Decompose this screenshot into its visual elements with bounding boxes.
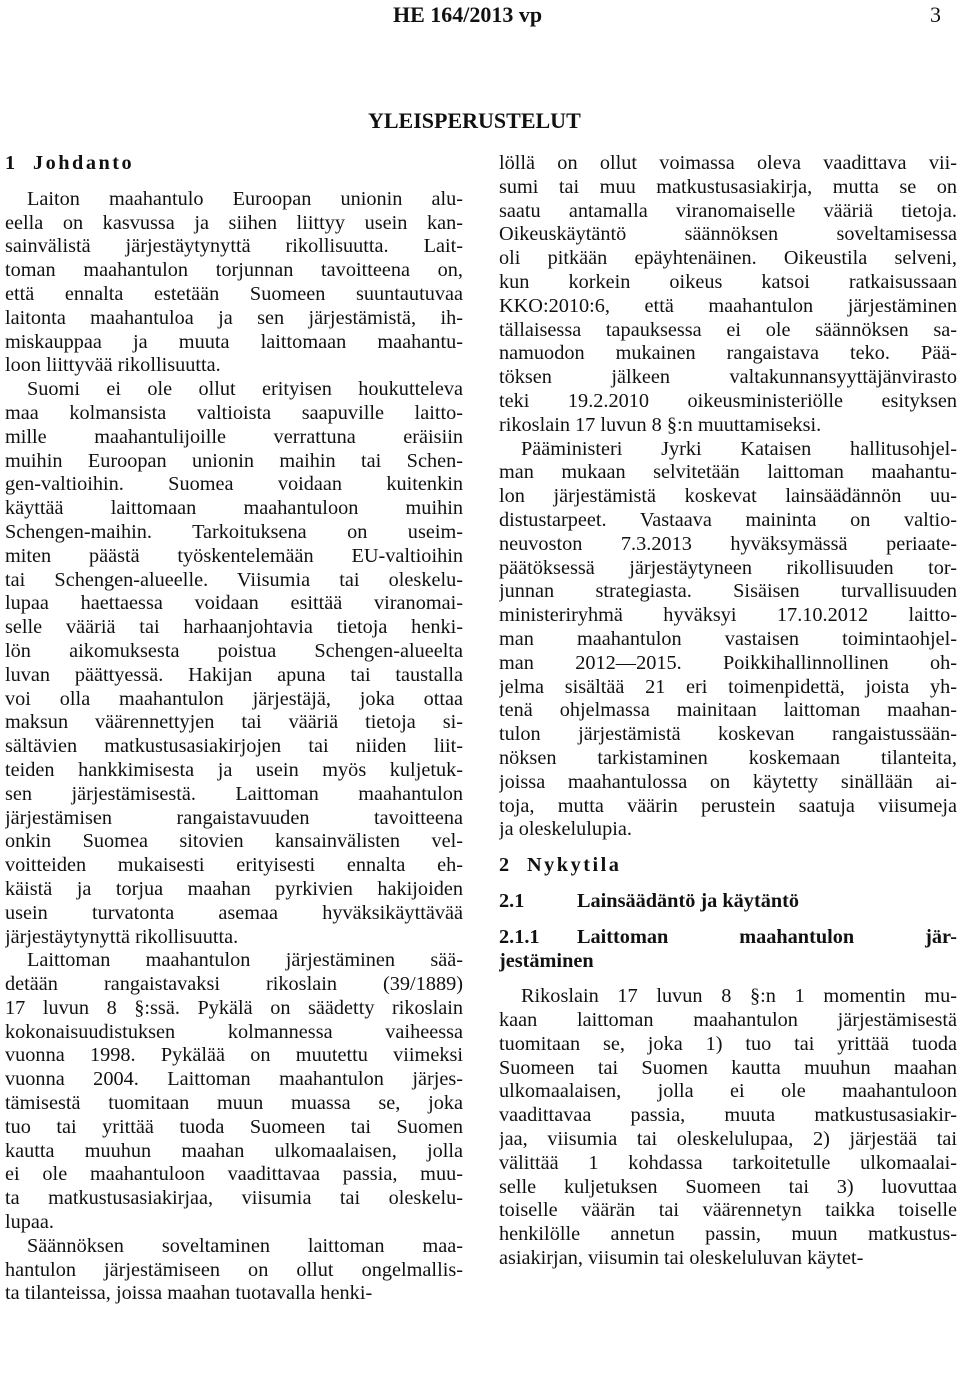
text-line: junnan strategiasta. Sisäisen turvallisuuden [499,580,957,603]
text-line: nöksen tarkistaminen koskemaan tilanteita, [499,746,957,769]
left-column [5,152,463,1306]
text-line: kun korkein oikeus katsoi ratkaisussaan [499,270,957,293]
text-line: namuodon mukainen rangaistava teko. Pää- [499,342,957,365]
text-line: man 2012—2015. Poikkihallinnollinen oh- [499,651,957,674]
text-line: ja oleskelulupia. [499,818,632,841]
text-line: ta matkustusasiakirjaa, viisumia tai oleskelu- [5,1187,463,1210]
text-line: sumi tai muu matkustusasiakirja, mutta se on [499,175,957,198]
text-line: miskauppaa ja muuta laittomaan maahantu- [5,330,463,353]
text-line: man maahantulon vastaisen toimintaohjel- [499,627,957,650]
text-line: toiselle väärän tai väärennetyn taikka toiselle [499,1199,957,1222]
text-line: löllä on ollut voimassa oleva vaadittava vii- [499,152,957,174]
text-line: teki 19.2.2010 oikeusministeriölle esityksen [499,389,957,412]
section-title: YLEISPERUSTELUT [368,108,581,133]
text-line: rikoslain 17 luvun 8 §:n muuttamiseksi. [499,413,822,436]
text-line: Schengen-maihin. Tarkoituksena on useim- [5,520,463,543]
heading-johdanto: 1 Johdanto [5,152,135,174]
text-line: Säännöksen soveltaminen laittoman maa- [27,1234,463,1257]
right-paragraphs-a [499,152,957,842]
text-line: mille maahantulijoille verrattuna eräisiin [5,425,463,448]
text-line: lon järjestämistä koskevat lainsäädännön uu- [499,485,957,508]
text-line: distustarpeet. Vastaava maininta on valtio- [499,508,957,531]
text-line: muihin Euroopan unionin maihin tai Schen- [5,449,463,472]
text-line: voi olla maahantulon järjestäjä, joka ottaa [5,687,463,710]
text-line: vuonna 2004. Laittoman maahantulon järjes- [5,1068,463,1091]
text-line: tenä ohjelmassa mainitaan laittoman maahan- [499,699,957,722]
left-paragraphs [5,188,463,1306]
text-line: ei ole maahantuloon vaadittavaa passia, muu- [5,1163,463,1186]
text-line: Pääministeri Jyrki Kataisen hallitusohjel- [521,437,957,460]
text-line: ministeriryhmä hyväksyi 17.10.2012 laitto- [499,604,957,627]
text-line: asiakirjan, viisumin tai oleskeluluvan käytet- [499,1247,864,1270]
text-line: sältävien matkustusasiakirjojen tai niiden liit- [5,735,463,758]
document-id: HE 164/2013 vp [393,2,543,27]
text-line: hantulon järjestämiseen on ollut ongelmallis- [5,1258,463,1281]
text-line: Rikoslain 17 luvun 8 §:n 1 momentin mu- [521,985,957,1008]
text-line: tai Schengen-alueelle. Viisumia tai oleskelu- [5,568,463,591]
heading-laittoman-maahantulon-cont: jestäminen [499,949,594,972]
text-line: tämisestä tuomitaan muun muassa se, joka [5,1092,463,1115]
text-line: tuo tai yrittää tuoda Suomeen tai Suomen [5,1115,463,1138]
text-line: miten päästä työskentelemään EU-valtioihin [5,544,463,567]
text-line: järjestämisen rangaistavuuden tavoitteena [5,806,463,829]
heading-laittoman-maahantulon: 2.1.1 Laittoman maahantulon jär- [499,925,957,948]
heading-nykytila: 2 Nykytila [499,854,622,877]
text-line: 17 luvun 8 §:ssä. Pykälä on säädetty rikoslain [5,996,463,1019]
text-line: Oikeuskäytäntö säännöksen soveltamisessa [499,223,957,246]
text-line: luvan päättyessä. Hakijan apuna tai taustalla [5,663,463,686]
text-line: Suomeen tai Suomen kautta muuhun maahan [499,1056,957,1079]
text-line: maa kolmansista valtioista saapuville laitto- [5,401,463,424]
text-line: KKO:2010:6, että maahantulon järjestäminen [499,294,957,317]
text-line: onkin Suomea sitovien kansainvälisten vel- [5,830,463,853]
text-line: usein turvatonta asemaa hyväksikäyttävää [5,901,463,924]
text-line: laitonta maahantuloa ja sen järjestämistä, ih- [5,306,463,329]
text-line: että ennalta estetään Suomeen suuntautuvaa [5,282,463,305]
text-line: tulon järjestämistä koskevan rangaistussään- [499,723,957,746]
text-line: kautta muuhun maahan ulkomaalaisen, jolla [5,1139,463,1162]
text-line: Laiton maahantulo Euroopan unionin alu- [27,187,463,210]
text-line: kaan laittoman maahantulon järjestämisestä [499,1009,957,1032]
text-line: tällaisessa tapauksessa ei ole säännöksen sa- [499,318,957,341]
text-line: töksen jälkeen valtakunnansyyttäjänvirasto [499,366,957,389]
text-line: Laittoman maahantulon järjestäminen sää- [27,949,463,972]
text-line: toman maahantulon torjunnan tavoitteena on, [5,259,463,282]
text-line: ulkomaalaisen, jolla ei ole maahantuloon [499,1080,957,1103]
page-number: 3 [930,2,941,27]
text-line: ta tilanteissa, joissa maahan tuotavalla henki- [5,1282,373,1305]
text-line: loon liittyvää rikollisuutta. [5,354,221,377]
text-line: teiden hankkimisesta ja usein myös kuljetuk- [5,758,463,781]
text-line: päätöksessä järjestäytyneen rikollisuuden tor- [499,556,957,579]
right-paragraphs-b [499,985,957,1271]
text-line: vuonna 1998. Pykälää on muutettu viimeksi [5,1044,463,1067]
text-line: saatu antamalla viranomaiselle vääriä tietoja. [499,199,957,222]
text-line: jelma sisältää 21 eri toimenpidettä, joista yh- [499,675,957,698]
right-column [499,152,957,1271]
text-line: sainvälistä järjestäytynyttä rikollisuutta. Lait- [5,235,463,258]
text-line: lupaa. [5,1211,54,1234]
text-line: lön aikomuksesta poistua Schengen-alueelta [5,639,463,662]
text-line: selle kuljetuksen Suomeen tai 3) luovuttaa [499,1175,957,1198]
text-line: voitteiden mukaisesti erityisesti ennalta eh- [5,854,463,877]
text-line: sen järjestämisestä. Laittoman maahantulon [5,782,463,805]
text-line: käyttää laittomaan maahantuloon muihin [5,497,463,520]
text-line: maksun väärennettyjen tai vääriä tietoja si- [5,711,463,734]
text-line: neuvoston 7.3.2013 hyväksymässä periaate- [499,532,957,555]
text-line: joissa maahantulossa on käytetty sinällään ai- [499,770,957,793]
text-line: lupaa haettaessa voidaan esittää viranomai- [5,592,463,615]
text-line: kokonaisuudistuksen kolmannessa vaiheessa [5,1020,463,1043]
text-line: oli pitkään epäyhtenäinen. Oikeustila selveni, [499,247,957,270]
text-line: välittää 1 kohdassa tarkoitetulle ulkomaalai- [499,1151,957,1174]
text-line: eella on kasvussa ja siihen liittyy usein kan- [5,211,463,234]
text-line: detään rangaistavaksi rikoslain (39/1889) [5,973,463,996]
text-line: jaa, viisumia tai oleskelulupaa, 2) järjestää tai [499,1128,957,1151]
text-line: Suomi ei ole ollut erityisen houkutteleva [27,378,463,401]
text-line: gen-valtioihin. Suomea voidaan kuitenkin [5,473,463,496]
text-line: selle vääriä tai harhaanjohtavia tietoja henki- [5,616,463,639]
text-line: man mukaan selvitetään laittoman maahantu- [499,461,957,484]
text-line: järjestäytynyttä rikollisuutta. [5,925,239,948]
heading-lainsaadanto: 2.1 Lainsäädäntö ja käytäntö [499,889,800,912]
text-line: henkilölle annetun passin, muun matkustus- [499,1223,957,1246]
text-line: vaadittavaa passia, muuta matkustusasiakir- [499,1104,957,1127]
text-line: toja, mutta väärin perustein saatuja viisumeja [499,794,957,817]
text-line: tuomitaan se, joka 1) tuo tai yrittää tuoda [499,1032,957,1055]
text-line: käistä ja torjua maahan pyrkivien hakijoiden [5,877,463,900]
